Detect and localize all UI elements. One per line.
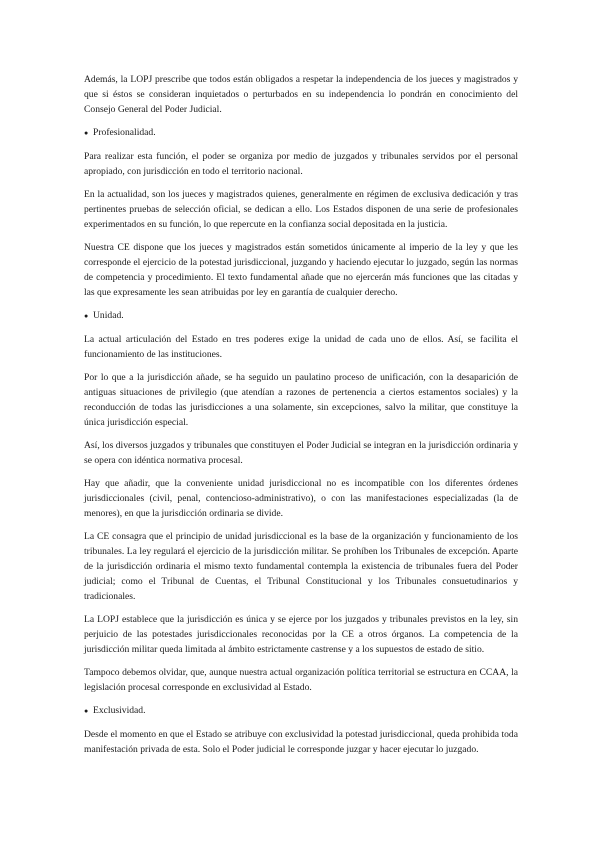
paragraph-ce-jueces: Nuestra CE dispone que los jueces y magistrados están sometidos únicamente al imperio de la ley y que les corresponde el ejercicio de la potestad jurisdiccional, juzgando y haciendo ejecutar lo juzgado, según las normas de competencia y procedimiento. El texto fundamental añade que no ejercerán más funciones que las citadas y las que expresamente les sean atribuidas por ley en garantía de cualquier derecho. xyxy=(84,242,518,298)
paragraph-juzgados: Así, los diversos juzgados y tribunales que constituyen el Poder Judicial se integran en la jurisdicción ordinaria y se opera con idéntica normativa procesal. xyxy=(84,440,518,466)
paragraph-independence-lopj: Además, la LOPJ prescribe que todos están obligados a respetar la independencia de los jueces y magistrados y que si éstos se consideran inquietados o perturbados en su independencia lo pondrán en conocimiento del Consejo General del Poder Judicial. xyxy=(84,74,518,115)
bullet-profesionalidad xyxy=(84,125,518,141)
paragraph-ce-unidad: La CE consagra que el principio de unidad jurisdiccional es la base de la organización y funcionamiento de los tribunales. La ley regulará el ejercicio de la jurisdicción militar. Se prohíben los Tribunales de excepción. Aparte de la jurisdicción ordinaria el mismo texto fundamental contempla la existencia de tribunales fuera del Poder judicial; como el Tribunal de Cuentas, el Tribunal Constitucional y los Tribunales consuetudinarios y tradicionales. xyxy=(84,531,518,602)
bullet-heading: Exclusividad. xyxy=(93,705,146,716)
paragraph-ccaa: Tampoco debemos olvidar, que, aunque nuestra actual organización política territorial se estructura en CCAA, la legislación procesal corresponde en exclusividad al Estado. xyxy=(84,667,518,693)
paragraph-exclusividad: Desde el momento en que el Estado se atribuye con exclusividad la potestad jurisdiccional, queda prohibida toda manifestación privada de esta. Solo el Poder judicial le corresponde juzgar y hacer ejecutar lo juzgado. xyxy=(84,729,518,755)
bullet-unidad xyxy=(84,308,518,324)
paragraph-funcion: Para realizar esta función, el poder se organiza por medio de juzgados y tribunales servidos por el personal apropiado, con jurisdicción en todo el territorio nacional. xyxy=(84,151,518,177)
bullet-heading: Unidad. xyxy=(93,310,124,321)
bullet-dot-icon: ● xyxy=(84,707,89,715)
document-body xyxy=(84,72,518,765)
paragraph-articulacion: La actual articulación del Estado en tres poderes exige la unidad de cada uno de ellos. Así, se facilita el funcionamiento de las instituciones. xyxy=(84,334,518,360)
paragraph-unificacion: Por lo que a la jurisdicción añade, se ha seguido un paulatino proceso de unificación, con la desaparición de antiguas situaciones de privilegio (que atendían a razones de pertenencia a ciertos estamentos sociales) y la reconducción de todas las jurisdicciones a una solamente, sin excepciones, salvo la militar, que constituye la única jurisdicción especial. xyxy=(84,372,518,428)
bullet-dot-icon: ● xyxy=(84,312,89,320)
paragraph-actualidad: En la actualidad, son los jueces y magistrados quienes, generalmente en régimen de exclusiva dedicación y tras pertinentes pruebas de selección oficial, se dedican a ello. Los Estados disponen de una serie de profesionales experimentados en su función, lo que repercute en la confianza social depositada en la justicia. xyxy=(84,189,518,230)
bullet-heading: Profesionalidad. xyxy=(93,127,156,138)
bullet-dot-icon: ● xyxy=(84,129,89,137)
bullet-exclusividad xyxy=(84,703,518,719)
paragraph-ordenes: Hay que añadir, que la conveniente unidad jurisdiccional no es incompatible con los diferentes órdenes jurisdiccionales (civil, penal, contencioso-administrativo), o con las manifestaciones especializadas (la de menores), en que la jurisdicción ordinaria se divide. xyxy=(84,478,518,519)
paragraph-lopj-unica: La LOPJ establece que la jurisdicción es única y se ejerce por los juzgados y tribunales previstos en la ley, sin perjuicio de las potestades jurisdiccionales reconocidas por la CE a otros órganos. La competencia de la jurisdicción militar queda limitada al ámbito estrictamente castrense y a los supuestos de estado de sitio. xyxy=(84,614,518,655)
